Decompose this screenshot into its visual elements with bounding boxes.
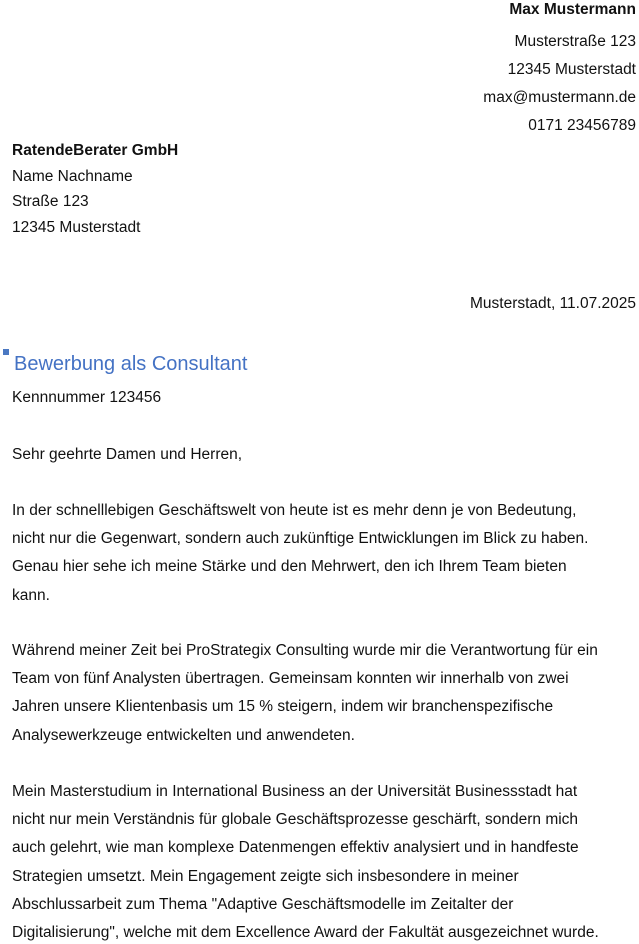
recipient-contact: Name Nachname (12, 167, 133, 185)
paragraph-line: nicht nur die Gegenwart, sondern auch zukünftige Entwicklungen im Blick zu haben. (12, 530, 589, 548)
paragraph-line: Jahren unsere Klientenbasis um 15 % steigern, indem wir branchenspezifische (12, 698, 554, 716)
reference-number: Kennnummer 123456 (12, 389, 162, 406)
paragraph-line: kann. (12, 586, 50, 604)
paragraph-line: Analysewerkzeuge entwickelten und anwendeten. (12, 726, 355, 744)
paragraph-line: Während meiner Zeit bei ProStrategix Consulting wurde mir die Verantwortung für ein (12, 642, 598, 659)
paragraph-line: Abschlussarbeit zum Thema "Adaptive Geschäftsmodelle im Zeitalter der (12, 895, 514, 913)
paragraph-line: Team von fünf Analysten übertragen. Gemeinsam konnten wir innerhalb von zwei (12, 670, 569, 688)
sender-phone: 0171 23456789 (528, 117, 636, 134)
paragraph-line: Digitalisierung", welche mit dem Excellence Award der Fakultät ausgezeichnet wurde. (12, 924, 599, 942)
sender-email: max@mustermann.de (483, 89, 636, 106)
heading-marker-icon (3, 349, 9, 355)
sender-city: 12345 Musterstadt (507, 61, 636, 78)
recipient-street: Straße 123 (12, 193, 89, 210)
paragraph-line: Strategien umsetzt. Mein Engagement zeigte sich insbesondere in meiner (12, 867, 519, 885)
paragraph-line: Mein Masterstudium in International Business an der Universität Businessstadt hat (12, 783, 578, 800)
sender-name: Max Mustermann (509, 1, 636, 18)
recipient-city: 12345 Musterstadt (12, 218, 141, 236)
paragraph-1 (12, 497, 638, 610)
salutation: Sehr geehrte Damen und Herren, (12, 446, 243, 463)
subject-heading: Bewerbung als Consultant (14, 353, 248, 375)
paragraph-line: Genau hier sehe ich meine Stärke und den Mehrwert, den ich Ihrem Team bieten (12, 558, 567, 576)
sender-address-block (483, 0, 636, 140)
recipient-company: RatendeBerater GmbH (12, 142, 179, 159)
paragraph-line: auch gelehrt, wie man komplexe Datenmengen effektiv analysiert und in handfeste (12, 839, 579, 857)
letter-date: Musterstadt, 11.07.2025 (469, 295, 636, 312)
paragraph-line: nicht nur mein Verständnis für globale Geschäftsprozesse geschärft, sondern mich (12, 811, 579, 829)
paragraph-line: In der schnelllebigen Geschäftswelt von heute ist es mehr denn je von Bedeutung, (12, 502, 577, 519)
paragraph-2 (12, 637, 638, 750)
paragraph-3 (12, 778, 638, 944)
sender-street: Musterstraße 123 (514, 33, 636, 50)
recipient-address-block (12, 138, 178, 240)
